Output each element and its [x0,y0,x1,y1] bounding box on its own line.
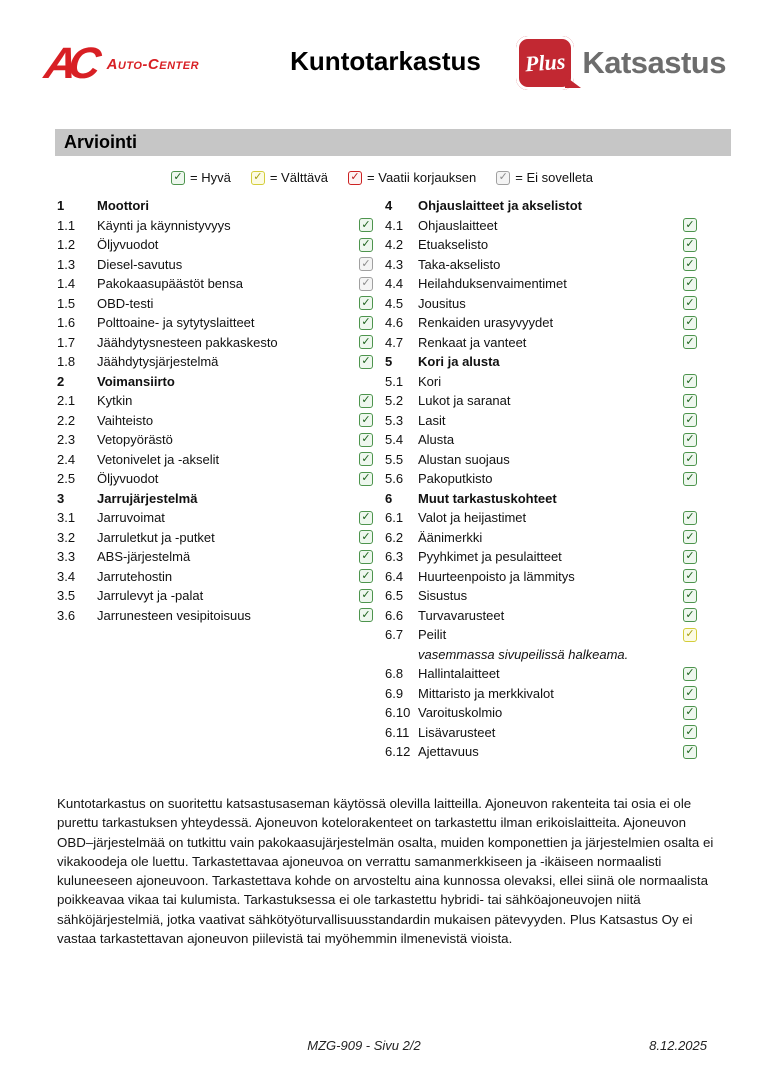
checkbox-good-icon: ✓ [359,316,373,330]
item-label: Jarruletkut ja -putket [97,529,215,545]
checklist-row [385,586,697,606]
item-label: Lisävarusteet [418,724,496,740]
checklist-row [385,411,697,431]
item-number: 6.5 [385,588,404,604]
checklist-row [385,313,697,333]
checkbox-good-icon: ✓ [359,296,373,310]
item-label: Mittaristo ja merkkivalot [418,685,554,701]
checkbox-good-icon: ✓ [683,472,697,486]
checkbox-good-icon: ✓ [359,218,373,232]
legend-label: = Hyvä [190,170,231,185]
item-label: Vetopyörästö [97,432,173,448]
checkbox-good-icon: ✓ [683,277,697,291]
item-label: Jarrunesteen vesipitoisuus [97,607,251,623]
group-header-row [385,196,697,216]
item-number: 6.11 [385,724,410,740]
checklist-row [57,508,373,528]
checkbox-good-icon: ✓ [171,171,185,185]
checklist-row [57,547,373,567]
item-label: Valot ja heijastimet [418,510,527,526]
inspection-checklist [57,196,697,762]
item-label: Pyyhkimet ja pesulaitteet [418,549,562,565]
item-number: 6.10 [385,705,411,721]
checklist-row [57,216,373,236]
checklist-row [57,391,373,411]
checklist-row [57,469,373,489]
item-label: Kori [418,373,442,389]
checklist-row [57,294,373,314]
checklist-column-1 [57,196,373,762]
item-number: 3.4 [57,568,76,584]
item-label: OBD-testi [97,295,154,311]
item-label: Ohjauslaitteet [418,217,498,233]
item-number: 4.3 [385,256,404,272]
item-number: 6.6 [385,607,404,623]
item-number: 6.7 [385,627,404,643]
group-number: 6 [385,490,393,506]
item-label: Pakokaasupäästöt bensa [97,276,243,292]
item-number: 6.8 [385,666,404,682]
item-label: Diesel-savutus [97,256,183,272]
item-number: 6.2 [385,529,404,545]
checklist-row [57,255,373,275]
legend-item-fair [251,170,328,185]
item-label: Etuakselisto [418,237,489,253]
plate-and-page-number: MZG-909 - Sivu 2/2 [307,1038,421,1053]
item-label: Peilit [418,627,447,643]
group-header-row [57,196,373,216]
item-label: Jarrulevyt ja -palat [97,588,204,604]
checklist-row [57,352,373,372]
checkbox-good-icon: ✓ [683,296,697,310]
status-legend [0,170,764,185]
checklist-row [57,450,373,470]
checkbox-good-icon: ✓ [683,686,697,700]
checkbox-good-icon: ✓ [683,608,697,622]
item-label: Öljyvuodot [97,237,159,253]
legend-label: = Ei sovelleta [515,170,593,185]
auto-center-logo [41,39,200,88]
checklist-row [57,333,373,353]
checklist-row [385,372,697,392]
checkbox-good-icon: ✓ [359,394,373,408]
checklist-row [385,255,697,275]
checklist-row [385,684,697,704]
checkbox-good-icon: ✓ [683,725,697,739]
checklist-row [385,450,697,470]
checkbox-good-icon: ✓ [683,452,697,466]
checkbox-na-icon: ✓ [359,277,373,291]
checkbox-good-icon: ✓ [359,530,373,544]
item-label: Jarruvoimat [97,510,165,526]
item-label: Jarrutehostin [97,568,173,584]
item-number: 1.6 [57,315,76,331]
checklist-row [385,528,697,548]
plus-katsastus-logo [516,36,726,90]
item-number: 6.4 [385,568,404,584]
legend-item-good [171,170,231,185]
item-label: ABS-järjestelmä [97,549,191,565]
item-number: 6.12 [385,744,411,760]
checklist-row [385,235,697,255]
item-number: 1.4 [57,276,76,292]
item-label: Heilahduksenvaimentimet [418,276,567,292]
group-number: 1 [57,198,65,214]
checkbox-good-icon: ✓ [683,706,697,720]
group-number: 2 [57,373,65,389]
checkbox-good-icon: ✓ [359,238,373,252]
checklist-row [57,235,373,255]
checklist-row [385,723,697,743]
checkbox-good-icon: ✓ [683,335,697,349]
item-label: Huurteenpoisto ja lämmitys [418,568,575,584]
checkbox-good-icon: ✓ [359,413,373,427]
checkbox-good-icon: ✓ [683,238,697,252]
checkbox-good-icon: ✓ [359,608,373,622]
checklist-row [385,430,697,450]
item-number: 5.5 [385,451,404,467]
checkbox-good-icon: ✓ [359,472,373,486]
item-number: 2.1 [57,393,76,409]
group-number: 3 [57,490,65,506]
group-title: Jarrujärjestelmä [97,490,198,506]
checklist-row [385,742,697,762]
section-header-arviointi [55,129,731,156]
checkbox-good-icon: ✓ [683,394,697,408]
item-label: Turvavarusteet [418,607,505,623]
auto-center-monogram-icon: AC [41,39,97,88]
item-number: 1.5 [57,295,76,311]
item-number: 3.3 [57,549,76,565]
checkbox-good-icon: ✓ [683,745,697,759]
item-number: 1.2 [57,237,76,253]
item-label: Ajettavuus [418,744,479,760]
item-label: Renkaiden urasyvyydet [418,315,554,331]
item-number: 2.2 [57,412,76,428]
checkbox-good-icon: ✓ [683,569,697,583]
checklist-row [385,625,697,645]
item-number: 3.1 [57,510,76,526]
section-title: Arviointi [64,132,138,152]
disclaimer-text: Kuntotarkastus on suoritettu katsastusaseman käytössä olevilla laitteilla. Ajoneuvon rakenteita tai osia ei ole purettu tarkastuksen yhteydessä. Ajoneuvon kotelorakenteet on tarkastettu ilman erikoislaitteita. Ajoneuvon OBD–järjestelmää on tutkittu vain pakokaasujärjestelmän osalta, muiden komponettien ja järjestelmien osalta ei vikakoodeja ole luettu. Tarkastettavaa ajoneuvoa on verrattu samanmerkkiseen ja -ikäiseen normaalisti kuluneeseen ajoneuvoon. Tarkastettava kohde on arvosteltu aina kunnossa olevaksi, ellei siinä ole normaalista poikkeavaa vikaa tai kulumista. Tarkastuksessa ei ole tarkastettu hybridi- tai sähköajoneuvojen niitä sähköjärjestelmiä, jotka vaativat sähkötyöturvallisuusstandardin mukaisen pätevyyden. Plus Katsastus Oy ei vastaa tarkastettavan ajoneuvon piilevistä tai myöhemmin ilmenevistä vioista. [57,796,714,947]
plus-badge-text: Plus [524,48,567,77]
checkbox-na-icon: ✓ [496,171,510,185]
item-label: Taka-akselisto [418,256,501,272]
item-number: 4.1 [385,217,404,233]
checklist-row [385,274,697,294]
checkbox-good-icon: ✓ [359,355,373,369]
item-label: Jousitus [418,295,466,311]
item-number: 5.4 [385,432,404,448]
item-number: 2.5 [57,471,76,487]
checkbox-good-icon: ✓ [683,667,697,681]
checklist-row [385,664,697,684]
item-label: Varoituskolmio [418,705,503,721]
item-label: Lasit [418,412,446,428]
checklist-column-2 [385,196,697,762]
checkbox-repair-icon: ✓ [348,171,362,185]
group-header-row [385,489,697,509]
item-number: 1.1 [57,217,76,233]
item-label: Jäähdytysjärjestelmä [97,354,219,370]
checklist-row [57,411,373,431]
item-number: 6.1 [385,510,404,526]
plus-badge-icon [516,36,574,90]
item-label: Käynti ja käynnistyvyys [97,217,231,233]
checklist-row [57,606,373,626]
item-label: Kytkin [97,393,133,409]
item-label: Öljyvuodot [97,471,159,487]
item-number: 4.6 [385,315,404,331]
item-label: Sisustus [418,588,468,604]
legend-label: = Välttävä [269,170,329,185]
group-title: Moottori [97,198,149,214]
item-label: Alusta [418,432,455,448]
checkbox-good-icon: ✓ [359,550,373,564]
item-number: 4.7 [385,334,404,350]
checklist-row [385,333,697,353]
item-number: 5.2 [385,393,404,409]
item-label: Äänimerkki [418,529,483,545]
item-number: 5.1 [385,373,404,389]
report-date: 8.12.2025 [649,1038,707,1053]
checklist-row [57,274,373,294]
checkbox-good-icon: ✓ [359,433,373,447]
group-number: 4 [385,198,393,214]
checkbox-good-icon: ✓ [359,511,373,525]
group-header-row [57,372,373,392]
checkbox-good-icon: ✓ [683,257,697,271]
checklist-row [385,469,697,489]
checkbox-fair-icon: ✓ [683,628,697,642]
checkbox-good-icon: ✓ [683,511,697,525]
checkbox-good-icon: ✓ [683,218,697,232]
checklist-row [385,391,697,411]
item-label: Vaihteisto [97,412,154,428]
item-number: 4.5 [385,295,404,311]
item-number: 3.5 [57,588,76,604]
item-note: vasemmassa sivupeilissä halkeama. [418,646,629,662]
checkbox-good-icon: ✓ [683,374,697,388]
group-number: 5 [385,354,393,370]
checklist-row [385,508,697,528]
checklist-row [385,606,697,626]
item-number: 6.3 [385,549,404,565]
katsastus-logo-text: Katsastus [582,45,726,80]
item-number: 1.8 [57,354,76,370]
group-header-row [385,352,697,372]
checkbox-good-icon: ✓ [683,316,697,330]
auto-center-logo-text: Auto-Center [106,55,200,73]
item-label: Jäähdytysnesteen pakkaskesto [97,334,278,350]
item-label: Pakoputkisto [418,471,493,487]
item-number: 2.3 [57,432,76,448]
checkbox-good-icon: ✓ [683,530,697,544]
group-title: Voimansiirto [97,373,175,389]
checklist-row [385,547,697,567]
group-title: Muut tarkastuskohteet [418,490,557,506]
item-number: 1.3 [57,256,76,272]
item-number: 2.4 [57,451,76,467]
item-label: Polttoaine- ja sytytyslaitteet [97,315,255,331]
legend-item-repair [348,170,476,185]
item-number: 5.6 [385,471,404,487]
item-number: 1.7 [57,334,76,350]
checkbox-good-icon: ✓ [359,589,373,603]
group-header-row [57,489,373,509]
checkbox-good-icon: ✓ [683,413,697,427]
checklist-row [57,430,373,450]
checklist-row [385,703,697,723]
checklist-row [57,586,373,606]
checkbox-good-icon: ✓ [359,335,373,349]
checklist-row [385,216,697,236]
item-number: 3.6 [57,607,76,623]
checklist-row [385,294,697,314]
checkbox-good-icon: ✓ [683,589,697,603]
page-title: Kuntotarkastus [290,46,481,76]
item-number: 5.3 [385,412,404,428]
item-label: Hallintalaitteet [418,666,500,682]
item-number: 4.4 [385,276,404,292]
checkbox-na-icon: ✓ [359,257,373,271]
group-title: Ohjauslaitteet ja akselistot [418,198,583,214]
legend-item-na [496,170,593,185]
item-label: Renkaat ja vanteet [418,334,527,350]
item-note-row [385,645,697,665]
item-label: Vetonivelet ja -akselit [97,451,220,467]
item-label: Alustan suojaus [418,451,510,467]
checkbox-good-icon: ✓ [683,550,697,564]
checklist-row [57,567,373,587]
checkbox-good-icon: ✓ [359,452,373,466]
checklist-row [385,567,697,587]
legend-label: = Vaatii korjauksen [367,170,477,185]
item-number: 6.9 [385,685,404,701]
item-number: 4.2 [385,237,404,253]
checkbox-good-icon: ✓ [359,569,373,583]
checklist-row [57,313,373,333]
plus-badge-tail-icon [565,76,581,88]
header [41,36,726,96]
item-label: Lukot ja saranat [418,393,511,409]
item-number: 3.2 [57,529,76,545]
checklist-row [57,528,373,548]
group-title: Kori ja alusta [418,354,500,370]
checkbox-fair-icon: ✓ [251,171,265,185]
checkbox-good-icon: ✓ [683,433,697,447]
